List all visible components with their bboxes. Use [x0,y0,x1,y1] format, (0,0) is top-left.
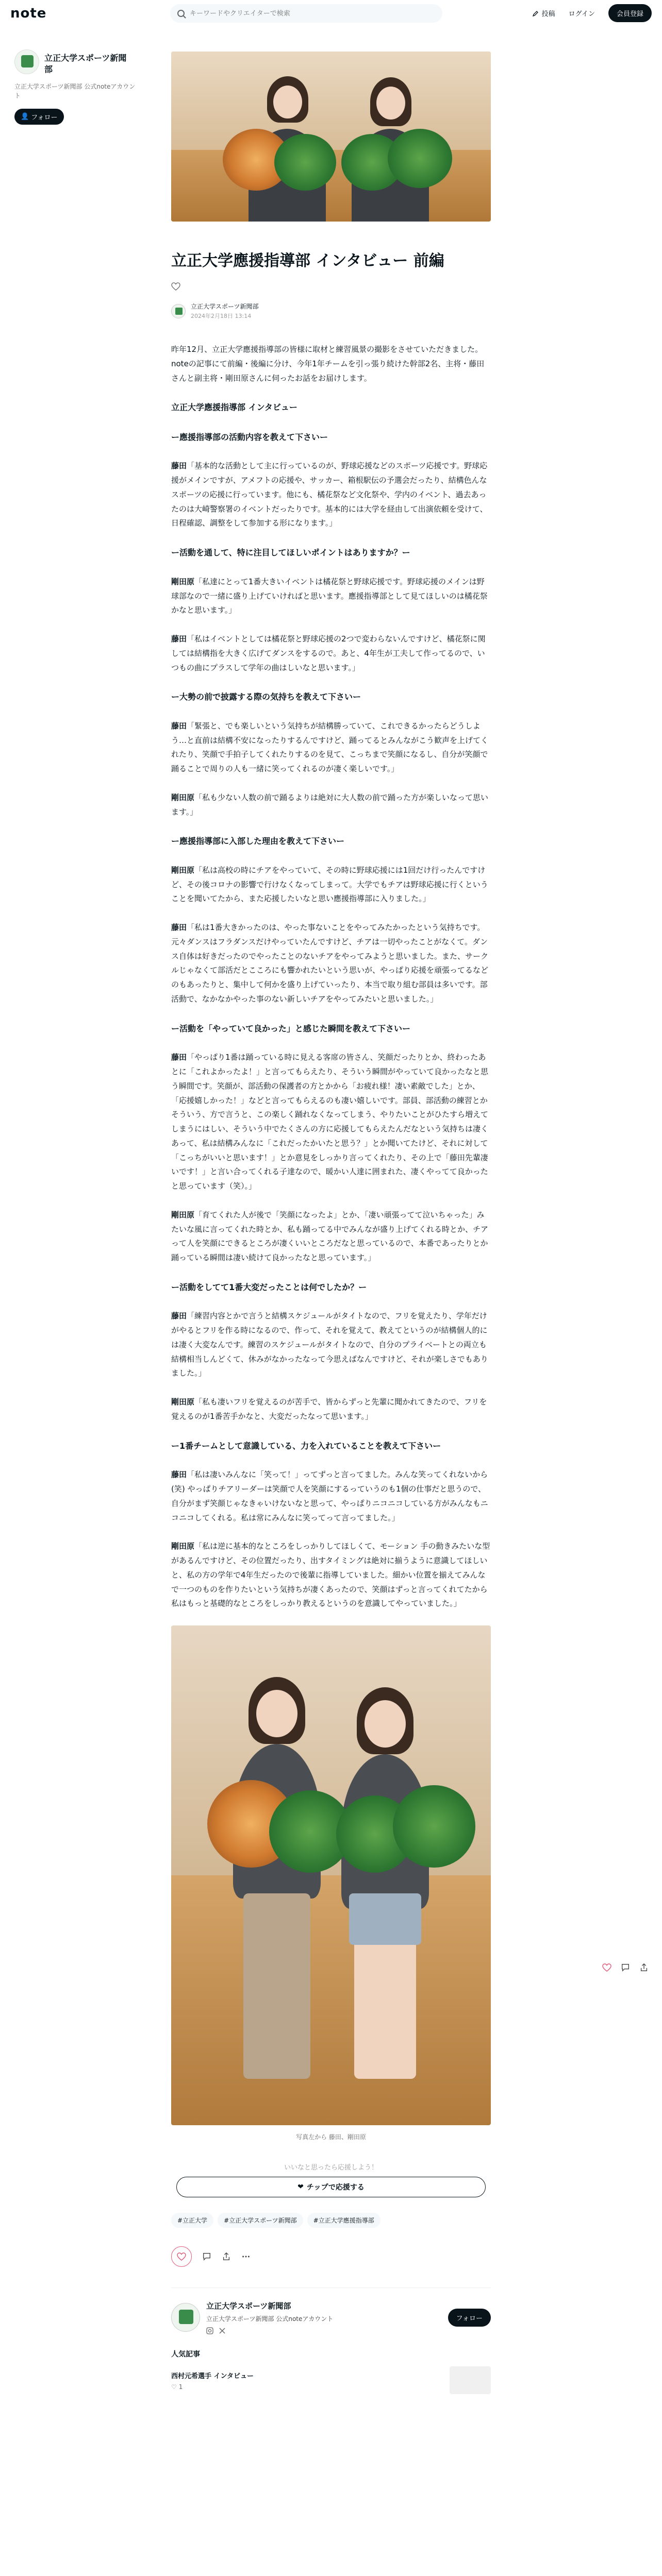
author-social-links [206,2327,333,2334]
heart-icon[interactable] [602,1963,611,1972]
answer-text: 「私はイベントとしては橘花祭と野球応援の2つで変わらないんですけど、橘花祭に関しては結構指を大きく広げてダンスをするので。あと、4年生が工夫して作ってるので、いつもの曲にプラスして学年の曲はしいなと思います。」 [171,634,486,672]
face-left [256,1690,297,1737]
comment-icon[interactable] [621,1963,630,1972]
article-column [171,52,491,2394]
answer-text: 「私は1番大きかったのは、やった事ないことをやってみたかったという気持ちです。元々ダンスはフラダンスだけやっていたんですけど、チアは一切やったことがなくて。ダンス自体は好きだったのでやったことのないチアをやってみようと思いました。また、サークルじゃなくて部活だとこころにも響かれたいという思いが、やっぱり応援を頑張ってるなどのもあったりと、集中して何かを盛り上げていったり、本当で取り組む部員は多いです。部活動で、なかなかやった事のない新しいチアをやってみたいと思いました。」 [171,923,489,1004]
article-title: 立正大学應援指導部 インタビュー 前編 [171,252,444,270]
post-button-label: 投稿 [541,10,555,18]
pompom-right-green-2 [393,1785,475,1868]
face-right [365,1700,406,1748]
question-6: ー活動をしてて1番大変だったことは何でしたか？ー [171,1282,367,1292]
creator-name[interactable]: 立正大学スポーツ新聞部 [44,53,127,74]
heart-icon: ❤ [297,2183,304,2191]
answer-text: 「私も凄いフリを覚えるのが苦手で、皆からずっと先輩に聞かれてきたので、フリを覚えるのが1番苦手かなと、大変だったなって思います。」 [171,1397,487,1421]
photo-caption: 写真左から 藤田、剛田原 [296,2133,366,2141]
article-actions [171,2246,491,2267]
author-card-info [171,2300,333,2334]
note-logo[interactable]: note [10,6,47,21]
top-navigation-bar [0,0,662,27]
article-author-row [171,302,491,320]
popular-item-title[interactable]: 西村元希選手 インタビュー [171,2372,254,2380]
shorts-right [349,1893,421,1945]
x-icon[interactable] [219,2327,226,2334]
signup-button[interactable]: 会員登録 [608,4,652,22]
speaker-name: 剛田原 [171,1397,195,1407]
answer-text: 「緊張と、でも楽しいという気持ちが結構勝っていて、これできるかったらどうしよう…と直前は結構不安になったりするんですけど、踊ってるとみんながこう歓声を上げてくれたり、笑顔で手拍子してくれたりするのを見て、こっちまで笑顔になるし、自分が笑顔で踊ることで周りの人も一緒に笑ってくれるのが凄く楽しいです。」 [171,721,489,774]
answer-text: 「練習内容とかで言うと結構スケジュールがタイトなので、フリを覚えたり、学年だけがやるとフリを作る時になるので、作って、それを覚えて、教えてというのが結構個人的には凄く大変なんです。練習のスケジュールがタイトなので、自分のプライベートとの両立も結構相当しんどくて、休みがなかったなって今思えばなんですけど、それが楽しさでもありました。」 [171,1311,488,1378]
hero-image [171,52,491,222]
speaker-name: 藤田 [171,634,187,644]
answer-3 [171,632,491,675]
like-button[interactable] [171,2246,192,2267]
support-label: いいなと思ったら応援しよう！ [284,2164,378,2172]
header-actions [533,4,652,22]
floating-action-bar [602,1963,649,1972]
popular-item[interactable] [171,2366,491,2394]
post-button[interactable] [533,8,555,18]
question-3: ー大勢の前で披露する際の気持ちを教えて下さいー [171,692,361,702]
answer-text: 「私達にとって1番大きいイベントは橘花祭と野球応援です。野球応援のメインは野球部なので一緒に盛り上げていければと思います。應援指導部として見てほしいのは橘花祭かなと思います。」 [171,577,488,615]
pompom-left-green [274,134,336,191]
search-input[interactable] [190,10,427,18]
speaker-name: 剛田原 [171,865,195,875]
hashtag[interactable]: #立正大学スポーツ新聞部 [218,2213,303,2228]
answer-text: 「やっぱり1番は踊っている時に見える客席の皆さん、笑顔だったりとか、終わったあとに「これよかったよ！」と言ってもらえたり、そういう瞬間がやっていて良かったなと思う瞬間です。笑顔が、部活動の保護者の方とかから「お疲れ様！凄い素敵でした」とか、「応援嬉しかった！」などと言ってもらえるのも凄い嬉しいです。部員、部活動の練習とかそういう、方で言うと、この楽しく踊れなくなってしまう、やりたいことがひたすら増えてしまうにはしい、そういう中でたくさんの方に応援してもらえたんだなという気持ちは凄くあって、私は結構みんなに「これだったかいたと思う？」とか聞いてたけど、それに対して「こっちがいいと思います！」とか意見をしっかり言ってくれたり、その上で「藤田先輩凄いです！」と言い合ってくれる子達なので、暖かい人達に囲まれた、凄くやってて良かったと思っています（笑）。」 [171,1053,489,1191]
answer-4 [171,719,491,776]
speaker-name: 剛田原 [171,577,195,586]
share-icon[interactable] [639,1963,649,1972]
author-card-name[interactable]: 立正大学スポーツ新聞部 [206,2301,291,2311]
intro-paragraph: 昨年12月、立正大学應援指導部の皆様に取材と練習風景の撮影をさせていただきました。 [171,345,483,354]
search-box[interactable] [170,4,442,23]
speaker-name: 藤田 [171,721,187,731]
face-right [376,87,405,120]
pompom-right-green-2 [388,129,452,188]
add-user-icon: 👤 [21,113,29,121]
heart-icon[interactable] [171,282,180,291]
face-left [273,86,302,118]
creator-avatar[interactable] [14,49,39,74]
answer-text: 「私は凄いみんなに「笑って！」ってずっと言ってました。みんな笑ってくれないから(笑) やっぱりチアリーダーは笑顔で人を笑顔にするっていうのも1個の仕事だと思うので、自分がまず笑顔じゃなきゃいけないなと思って、やっぱりニコニコしている方がみんなもニコニコしてくれる。私は常にみんなに笑ってって言ってました。」 [171,1470,488,1522]
answer-11 [171,1395,491,1424]
more-icon[interactable] [241,2252,251,2261]
creator-sidebar [14,49,148,125]
article-photo [171,1625,491,2125]
comment-icon[interactable] [202,2252,211,2261]
answer-1 [171,459,491,531]
sidebar-follow-button[interactable] [14,109,64,125]
author-card-follow-button[interactable]: フォロー [448,2309,491,2327]
answer-text: 「私も少ない人数の前で踊るよりは絶対に大人数の前で踊った方が楽しいなって思います。」 [171,792,489,817]
question-7: ー1番チームとして意識している、力を入れていることを教えて下さいー [171,1440,441,1451]
answer-6 [171,863,491,906]
answer-8 [171,1050,491,1194]
sidebar-follow-label: フォロー [31,114,58,122]
popular-item-likes [171,2383,254,2391]
tip-support-button[interactable] [176,2177,486,2197]
answer-text: 「私は逆に基本的なところをしっかりしてほしくて、モーション 手の動きみたいな型があるんですけど、その位置だったり、出すタイミングは絶対に揃うように意識してほしいと、私の方の学年で4年生だったので後輩に指導していました。細かい位置を揃えてみんなで一つのものを作りたいという気持ちが凄くあったので、笑顔はずっと言ってくれてたから私はもっと基礎的なところをしっかり教えるというのを意識してやっていました。」 [171,1541,490,1608]
speaker-name: 剛田原 [171,1210,195,1219]
speaker-name: 藤田 [171,1311,187,1321]
speaker-name: 剛田原 [171,1541,195,1551]
speaker-name: 藤田 [171,461,187,471]
search-icon [177,10,185,17]
speaker-name: 藤田 [171,923,187,933]
interview-heading: 立正大学應援指導部 インタビュー [171,402,297,413]
answer-10 [171,1309,491,1381]
hashtag[interactable]: #立正大学 [171,2213,213,2228]
popular-articles [171,2349,491,2394]
answer-text: 「私は高校の時にチアをやっていて、その時に野球応援には1回だけ行ったんですけど、その後コロナの影響で行けなくなってしまって。大学でもチアは野球応援に行くということを聞いてたから、また応援したいなと思い應援指導部に入りました。」 [171,865,488,904]
speaker-name: 藤田 [171,1470,187,1480]
creator-header [14,49,148,75]
share-icon[interactable] [222,2252,231,2261]
support-section [171,2162,491,2197]
hero-wall [171,52,491,150]
question-2: ー活動を通して、特に注目してほしいポイントはありますか？ー [171,548,410,558]
author-card [171,2287,491,2334]
tip-support-label: チップで応援する [306,2183,365,2192]
popular-item-thumbnail[interactable] [450,2366,491,2394]
photo-floor [171,1875,491,2125]
publish-date: 2024年2月18日 13:14 [191,313,252,319]
like-count: 1 [178,2383,183,2391]
answer-5 [171,791,491,820]
login-link[interactable]: ログイン [568,10,595,18]
speaker-name: 藤田 [171,1053,187,1062]
heart-icon: ♡ [171,2383,177,2391]
intro-paragraph-2: noteの記事にて前編・後編に分け、今年1年チームを引っ張り続けた幹部2名、主将・藤田さんと副主将・剛田原さんに伺ったお話をお届けします。 [171,359,485,383]
pencil-icon [533,10,539,16]
answer-12 [171,1468,491,1525]
question-1: ー應援指導部の活動内容を教えて下さいー [171,432,328,442]
hashtag[interactable]: #立正大学應援指導部 [307,2213,380,2228]
answer-7 [171,921,491,1007]
speaker-name: 剛田原 [171,792,195,802]
question-5: ー活動を「やっていて良かった」と感じた瞬間を教えて下さいー [171,1023,411,1033]
answer-9 [171,1208,491,1265]
answer-13 [171,1539,491,1611]
author-name[interactable]: 立正大学スポーツ新聞部 [191,303,259,310]
creator-description: 立正大学スポーツ新聞部 公式noteアカウント [14,83,136,100]
author-card-avatar[interactable] [171,2303,200,2332]
article-body [171,343,491,1611]
author-avatar[interactable] [171,304,186,318]
answer-text: 「育てくれた人が後で「笑顔になったよ」とか、「凄い頑張ってて泣いちゃった」みたいな風に言ってくれた時とか、私も踊ってる中でみんなが盛り上げてくれる時とか、チアって人を笑顔にできるところが凄くいいところだなと思っているので、本番であったりとか踊っている瞬間は凄い続けて良かったなと思っています。」 [171,1210,489,1263]
answer-text: 「基本的な活動として主に行っているのが、野球応援などのスポーツ応援です。野球応援がメインですが、アメフトの応援や、サッカー、箱根駅伝の予選会だったり、結構色んなスポーツの応援に行っています。他にも、橘花祭など文化祭や、学内のイベント、過去あったのは大崎警察署のイベントだったりです。基本的には大学を経由して出演依頼を受けて、日程確認、調整をして参加する形になります。」 [171,461,488,528]
question-4: ー應援指導部に入部した理由を教えて下さいー [171,836,345,846]
legs-left [243,1893,310,2079]
author-card-description: 立正大学スポーツ新聞部 公式noteアカウント [206,2315,334,2323]
answer-2 [171,575,491,618]
hashtag-list [171,2213,491,2228]
heart-icon [177,2252,186,2261]
instagram-icon[interactable] [206,2327,213,2334]
popular-heading: 人気記事 [171,2350,200,2359]
